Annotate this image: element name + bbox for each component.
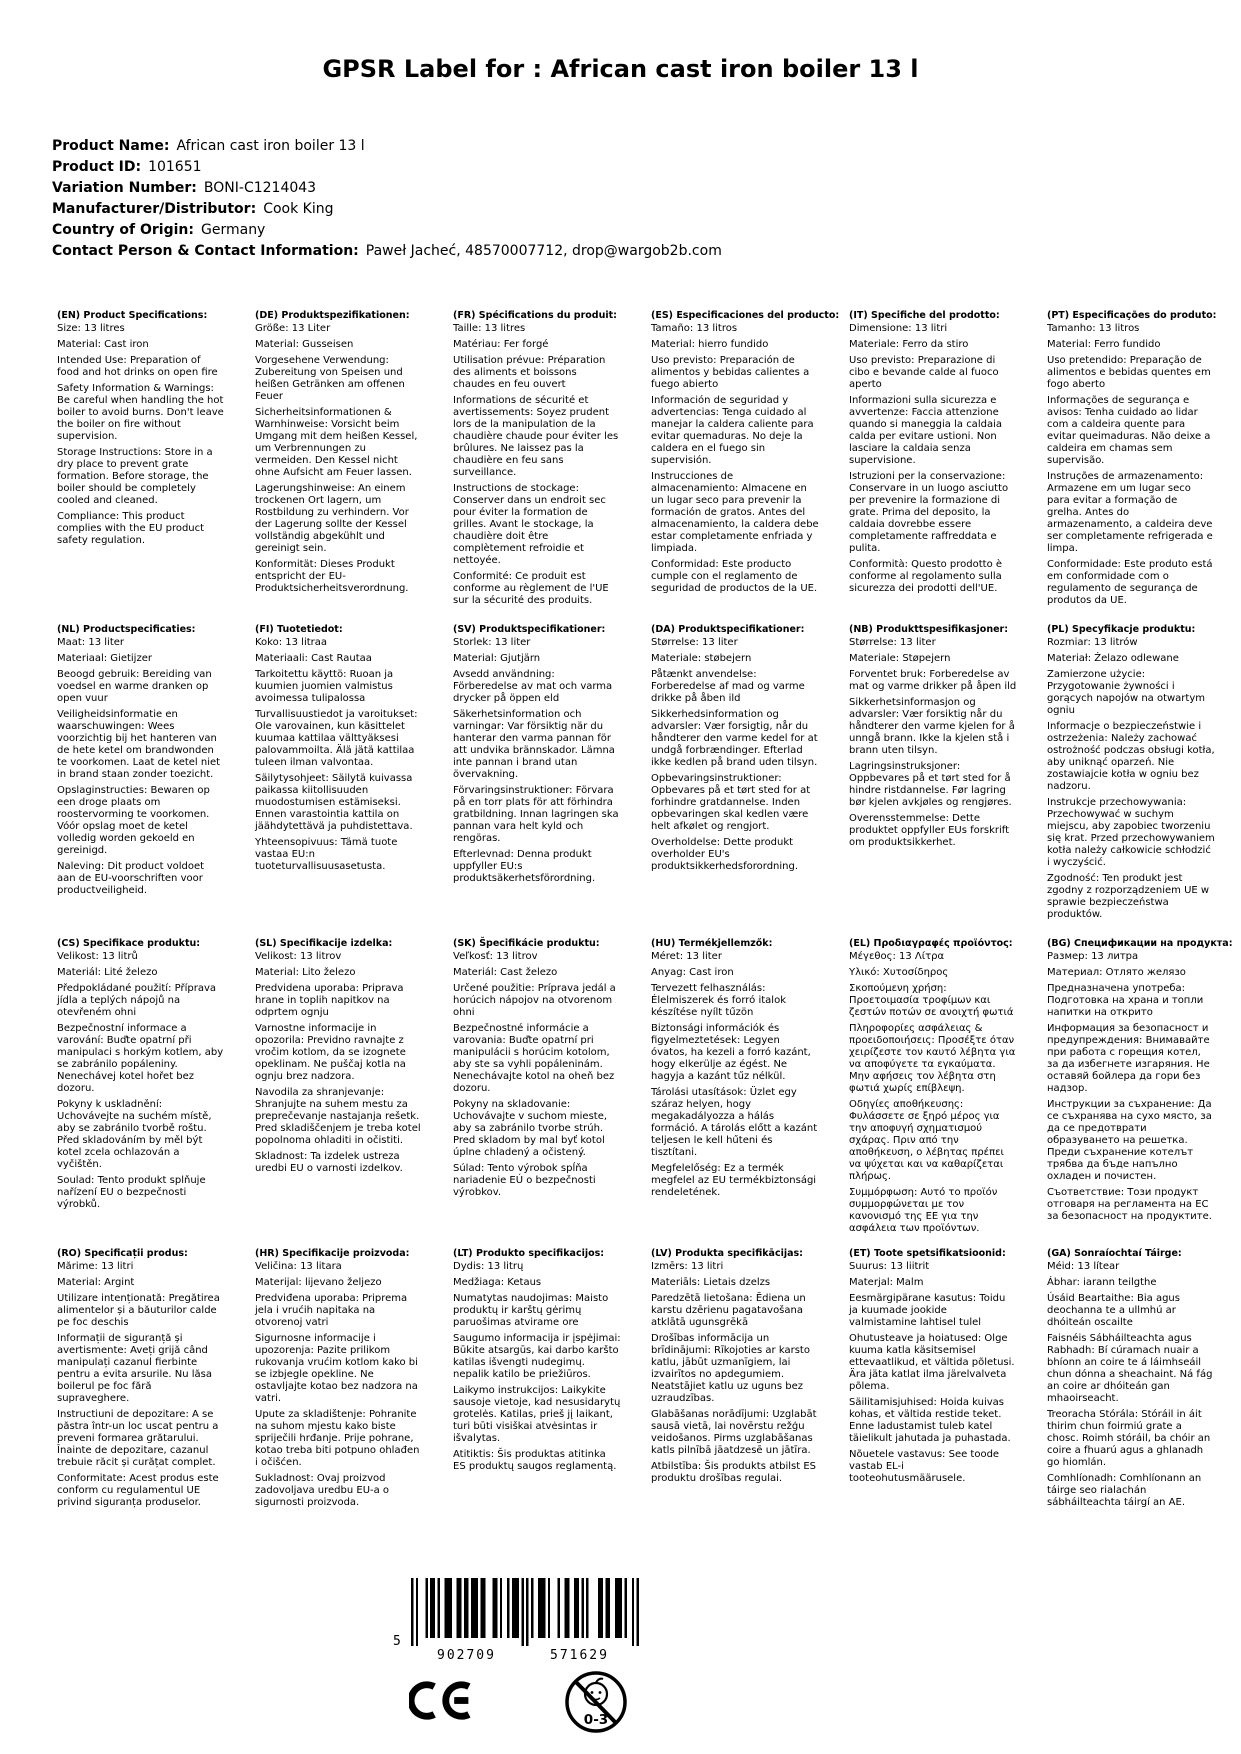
- spec-paragraph: Biztonsági információk és figyelmeztetések: Legyen óvatos, ha kezeli a forró kazánt, hogy elkerülje az égést. Ne hagyja a kazánt tűz nélkül.: [651, 1023, 811, 1082]
- block-title: (DE) Produktspezifikationen:: [255, 310, 410, 321]
- lang-block-el: [849, 938, 1017, 1248]
- block-title: (GA) Sonraíochtaí Táirge:: [1047, 1248, 1182, 1259]
- spec-paragraph: Storlek: 13 liter: [453, 637, 531, 648]
- spec-paragraph: Σκοπούμενη χρήση: Προετοιμασία τροφίμων και ζεστών ποτών σε ανοιχτή φωτιά: [849, 983, 1014, 1018]
- spec-paragraph: Atitiktis: Šis produktas atitinka ES produktų saugos reglamentą.: [453, 1449, 617, 1472]
- block-title: (EN) Product Specifications:: [57, 310, 208, 321]
- spec-paragraph: Storage Instructions: Store in a dry place to prevent grate formation. Before storage, the boiler should be completely cooled and cleaned.: [57, 447, 213, 506]
- spec-paragraph: Intended Use: Preparation of food and hot drinks on open fire: [57, 355, 218, 378]
- spec-paragraph: Größe: 13 Liter: [255, 323, 331, 334]
- product-info-row: [52, 199, 722, 220]
- spec-paragraph: Efterlevnad: Denna produkt uppfyller EU:s produktsäkerhetsförordning.: [453, 849, 596, 884]
- spec-paragraph: Съответствие: Този продукт отговаря на регламента на ЕС за безопасност на продуктите.: [1047, 1187, 1212, 1222]
- spec-paragraph: Instruções de armazenamento: Armazene em um lugar seco para evitar a formação de grelha. Antes do armazenamento, a caldeira deve ser completamente refrigerada e limpa.: [1047, 471, 1213, 554]
- lang-block-hu: [651, 938, 819, 1248]
- spec-paragraph: Material: Gusseisen: [255, 339, 354, 350]
- spec-paragraph: Rozmiar: 13 litrów: [1047, 637, 1138, 648]
- spec-paragraph: Opslaginstructies: Bewaren op een droge plaats om roostervorming te voorkomen. Vóór opslag moet de ketel volledig worden gekoeld en gereinigd.: [57, 785, 210, 856]
- lang-block-lt: [453, 1248, 621, 1513]
- age-warning-icon: [563, 1668, 629, 1742]
- spec-paragraph: Materiál: Cast železo: [453, 967, 558, 978]
- spec-paragraph: Istruzioni per la conservazione: Conservare in un luogo asciutto per prevenire la formazione di grate. Prima del deposito, la caldaia dovrebbe essere completamente raffreddata e pulita.: [849, 471, 1009, 554]
- lang-block-es: [651, 310, 840, 624]
- ean13-barcode: [393, 1578, 655, 1748]
- spec-paragraph: Säilytysohjeet: Säilytä kuivassa paikassa kiitollisuuden muodostumisen estämiseksi. Ennen varastointia kattila on jäähdytettävä ja puhdistettava.: [255, 773, 413, 832]
- spec-paragraph: Glabāšanas norādījumi: Uzglabāt sausā vietā, lai novērstu režģu veidošanos. Pirms uzglabāšanas katls pilnībā jāatdzesē un jātīra.: [651, 1409, 817, 1456]
- product-info-row: [52, 157, 722, 178]
- product-info-label: Contact Person & Contact Information:: [52, 243, 359, 259]
- product-info-label: Product Name:: [52, 138, 170, 154]
- spec-paragraph: Информация за безопасност и предупреждения: Внимавайте при работа с горещия котел, за да избегнете изгаряния. Не оставяй бойлера да гори без надзор.: [1047, 1023, 1210, 1094]
- spec-paragraph: Medžiaga: Ketaus: [453, 1277, 542, 1288]
- block-title: (EL) Προδιαγραφές προϊόντος:: [849, 938, 1013, 949]
- spec-paragraph: Avsedd användning: Förberedelse av mat och varma drycker på öppen eld: [453, 669, 613, 704]
- spec-paragraph: Dydis: 13 litrų: [453, 1261, 524, 1272]
- spec-paragraph: Nõuetele vastavus: See toode vastab EL-i tooteohutusmäärusele.: [849, 1449, 1000, 1484]
- block-title: (HR) Specifikacije proizvoda:: [255, 1248, 410, 1259]
- block-title: (ES) Especificaciones del producto:: [651, 310, 840, 321]
- spec-paragraph: Størrelse: 13 liter: [651, 637, 738, 648]
- spec-paragraph: Størrelse: 13 liter: [849, 637, 936, 648]
- barcode-digit-first: 5: [393, 1634, 401, 1649]
- spec-paragraph: Overholdelse: Dette produkt overholder EU's produktsikkerhedsforordning.: [651, 837, 799, 872]
- block-title: (SL) Specifikacije izdelka:: [255, 938, 393, 949]
- page-title: GPSR Label for : African cast iron boiler 13 l: [322, 55, 919, 83]
- spec-paragraph: Conformidade: Este produto está em conformidade com o regulamento de segurança de produtos da UE.: [1047, 559, 1213, 606]
- block-title: (LT) Produkto specifikacijos:: [453, 1248, 605, 1259]
- spec-paragraph: Opbevaringsinstruktioner: Opbevares på et tørt sted for at forhindre gratdannelse. Inden opbevaringen skal kedlen være helt afkølet og rengjort.: [651, 773, 811, 832]
- spec-paragraph: Izmērs: 13 litri: [651, 1261, 724, 1272]
- product-info-label: Manufacturer/Distributor:: [52, 201, 257, 217]
- spec-paragraph: Material: Gjutjärn: [453, 653, 541, 664]
- spec-paragraph: Πληροφορίες ασφάλειας & προειδοποιήσεις: Προσέξτε όταν χειρίζεστε τον καυτό λέβητα για να αποφύγετε τα εγκαύματα. Μην αφήσεις τον λέβητα στη φωτιά χωρίς επίβλεψη.: [849, 1023, 1016, 1094]
- spec-paragraph: Lagringsinstruksjoner: Oppbevares på et tørt sted for å hindre ristdannelse. Før lagring bør kjelen avkjøles og rengjøres.: [849, 761, 1012, 808]
- spec-paragraph: Bezpečnostní informace a varování: Buďte opatrní při manipulaci s horkým kotlem, aby se zabránilo popáleniny. Nenechávej kotel hořet bez dozoru.: [57, 1023, 224, 1094]
- spec-paragraph: Laikymo instrukcijos: Laikykite sausoje vietoje, kad nesusidarytų grotelės. Katilas, prieš jį laikant, turi būti visiškai atvėsintas ir išvalytas.: [453, 1385, 621, 1444]
- spec-paragraph: Skladnost: Ta izdelek ustreza uredbi EU o varnosti izdelkov.: [255, 1151, 403, 1174]
- spec-paragraph: Faisnéis Sábháilteachta agus Rabhadh: Bí cúramach nuair a bhíonn an coire te á láimhseáil chun dónna a sheachaint. Ná fág an coire ar dhóiteán gan mhaoirseacht.: [1047, 1333, 1213, 1404]
- block-title: (BG) Спецификации на продукта:: [1047, 938, 1233, 949]
- lang-block-it: [849, 310, 1017, 624]
- spec-paragraph: Ábhar: iarann teilgthe: [1047, 1277, 1157, 1288]
- lang-block-fi: [255, 624, 423, 938]
- block-title: (SV) Produktspecifikationer:: [453, 624, 606, 635]
- spec-paragraph: Conformité: Ce produit est conforme au règlement de l'UE sur la sécurité des produits.: [453, 571, 609, 606]
- block-title: (HU) Termékjellemzők:: [651, 938, 773, 949]
- spec-paragraph: Vorgesehene Verwendung: Zubereitung von Speisen und heißen Getränken am offenen Feuer: [255, 355, 405, 402]
- spec-paragraph: Tamaño: 13 litros: [651, 323, 738, 334]
- block-title: (FR) Spécifications du produit:: [453, 310, 617, 321]
- lang-block-de: [255, 310, 423, 624]
- spec-paragraph: Turvallisuustiedot ja varoitukset: Ole varovainen, kun käsittelet kuumaa kattilaa välttyäksesi palovammoilta. Älä jätä kattilaa tuleen ilman valvontaa.: [255, 709, 418, 768]
- spec-paragraph: Naleving: Dit product voldoet aan de EU-voorschriften voor productveiligheid.: [57, 861, 205, 896]
- lang-block-nb: [849, 624, 1017, 938]
- spec-paragraph: Matériau: Fer forgé: [453, 339, 549, 350]
- product-info-label: Country of Origin:: [52, 222, 194, 238]
- spec-paragraph: Material: Argint: [57, 1277, 135, 1288]
- spec-paragraph: Conformità: Questo prodotto è conforme al regolamento sulla sicurezza dei prodotti dell'UE.: [849, 559, 1003, 594]
- spec-paragraph: Saugumo informacija ir įspėjimai: Būkite atsargūs, kai darbo karšto katilas išvengti nudegimų. nepalik katilo be priežiūros.: [453, 1333, 621, 1380]
- block-title: (PT) Especificações do produto:: [1047, 310, 1217, 321]
- spec-paragraph: Tamanho: 13 litros: [1047, 323, 1140, 334]
- lang-block-bg: [1047, 938, 1233, 1248]
- spec-paragraph: Ohutusteave ja hoiatused: Olge kuuma katla käsitsemisel ettevaatlikud, et vältida põletusi. Ära jäta katlat ilma järelvalveta põlema.: [849, 1333, 1015, 1392]
- spec-paragraph: Μέγεθος: 13 Λίτρα: [849, 951, 945, 962]
- spec-paragraph: Overensstemmelse: Dette produktet oppfyller EUs forskrift om produktsikkerhet.: [849, 813, 1010, 848]
- lang-block-sl: [255, 938, 423, 1248]
- spec-paragraph: Drošības informācija un brīdinājumi: Rīkojoties ar karsto katlu, jābūt uzmanīgiem, lai izvairītos no apdegumiem. Neatstājiet katlu uz uguns bez uzraudzības.: [651, 1333, 810, 1404]
- spec-paragraph: Forventet bruk: Forberedelse av mat og varme drikker på åpen ild: [849, 669, 1017, 692]
- spec-paragraph: Sukladnost: Ovaj proizvod zadovoljava uredbu EU-a o sigurnosti proizvoda.: [255, 1473, 390, 1508]
- spec-paragraph: Úsáid Beartaithe: Bia agus deochanna te a ullmhú ar dhóiteán oscailte: [1047, 1293, 1180, 1328]
- spec-paragraph: Numatytas naudojimas: Maisto produktų ir karštų gėrimų paruošimas atvirame ore: [453, 1293, 609, 1328]
- lang-block-ga: [1047, 1248, 1215, 1513]
- spec-paragraph: Materiál: Lité železo: [57, 967, 158, 978]
- lang-block-pl: [1047, 624, 1215, 938]
- spec-paragraph: Utilizare intenționată: Pregătirea alimentelor și a băuturilor calde pe foc deschis: [57, 1293, 220, 1328]
- spec-paragraph: Conformidad: Este producto cumple con el reglamento de seguridad de productos de la UE.: [651, 559, 818, 594]
- spec-paragraph: Материал: Отлято желязо: [1047, 967, 1186, 978]
- spec-paragraph: Sicherheitsinformationen & Warnhinweise: Vorsicht beim Umgang mit dem heißen Kessel, um Verbrennungen zu vermeiden. Den Kessel nicht ohne Aufsicht am Feuer lassen.: [255, 407, 418, 478]
- product-info-row: [52, 178, 722, 199]
- spec-paragraph: Размер: 13 литра: [1047, 951, 1139, 962]
- spec-paragraph: Velikost: 13 litrů: [57, 951, 138, 962]
- product-info-row: [52, 136, 722, 157]
- spec-paragraph: Tárolási utasítások: Üzlet egy száraz helyen, hogy megakadályozza a hálás formáció. A tárolás előtt a kazánt teljesen le kell hűteni és tisztítani.: [651, 1087, 818, 1158]
- spec-paragraph: Materiale: Støpejern: [849, 653, 951, 664]
- product-info-row: [52, 241, 722, 262]
- spec-paragraph: Conformitate: Acest produs este conform cu regulamentul UE privind siguranța produselor.: [57, 1473, 219, 1508]
- spec-paragraph: Maat: 13 liter: [57, 637, 124, 648]
- block-title: (ET) Toote spetsifikatsioonid:: [849, 1248, 1006, 1259]
- spec-paragraph: Veličina: 13 litara: [255, 1261, 342, 1272]
- block-title: (LV) Produkta specifikācijas:: [651, 1248, 803, 1259]
- spec-paragraph: Инструкции за съхранение: Да се съхранява на сухо място, за да се предотврати образуването на решетка. Преди съхранение котелът трябва да бъде напълно охладен и почистен.: [1047, 1099, 1212, 1182]
- barcode-digits-group1: 902709: [437, 1648, 496, 1663]
- lang-block-ro: [57, 1248, 225, 1513]
- spec-paragraph: Taille: 13 litres: [453, 323, 526, 334]
- spec-paragraph: Atbilstība: Šis produkts atbilst ES produktu drošības regulai.: [651, 1461, 817, 1484]
- spec-paragraph: Megfelelőség: Ez a termék megfelel az EU termékbiztonsági rendeletének.: [651, 1163, 817, 1198]
- spec-paragraph: Dimensione: 13 litri: [849, 323, 948, 334]
- spec-paragraph: Bezpečnostné informácie a varovania: Buďte opatrní pri manipulácii s horúcim kotolom, aby ste sa vyhli popáleninám. Nenechávajte kotol na oheň bez dozoru.: [453, 1023, 615, 1094]
- block-title: (PL) Specyfikacje produktu:: [1047, 624, 1196, 635]
- lang-block-sv: [453, 624, 621, 938]
- product-info-row: [52, 220, 722, 241]
- spec-paragraph: Påtænkt anvendelse: Forberedelse af mad og varme drikke på åben ild: [651, 669, 805, 704]
- spec-paragraph: Materiale: Ferro da stiro: [849, 339, 969, 350]
- spec-paragraph: Materjal: Malm: [849, 1277, 924, 1288]
- spec-paragraph: Eesmärgipärane kasutus: Toidu ja kuumade jookide valmistamine lahtisel tulel: [849, 1293, 1006, 1328]
- spec-paragraph: Informations de sécurité et avertissements: Soyez prudent lors de la manipulation de la chaudière chaude pour éviter les brûlures. Ne laissez pas la chaudière en feu sans surveillance.: [453, 395, 619, 478]
- spec-paragraph: Navodila za shranjevanje: Shranjujte na suhem mestu za preprečevanje nastajanja rešetk. Pred skladiščenjem je treba kotel popolnoma ohladiti in očistiti.: [255, 1087, 421, 1146]
- spec-paragraph: Konformität: Dieses Produkt entspricht der EU-Produktsicherheitsverordnung.: [255, 559, 409, 594]
- product-info-value: 101651: [148, 159, 202, 175]
- product-info-value: BONI-C1214043: [203, 180, 317, 196]
- spec-paragraph: Zgodność: Ten produkt jest zgodny z rozporządzeniem UE w sprawie bezpieczeństwa produktów.: [1047, 873, 1210, 920]
- ce-mark-icon: [409, 1678, 471, 1723]
- spec-paragraph: Säkerhetsinformation och varningar: Var försiktig när du hanterar den varma pannan för att undvika brännskador. Lämna inte pannan i brand utan övervakning.: [453, 709, 615, 780]
- spec-paragraph: Compliance: This product complies with the EU product safety regulation.: [57, 511, 205, 546]
- spec-paragraph: Safety Information & Warnings: Be careful when handling the hot boiler to avoid burns. Don't leave the boiler on fire without supervision.: [57, 383, 224, 442]
- spec-paragraph: Instructiuni de depozitare: A se păstra într-un loc uscat pentru a preveni formarea grătarului. Înainte de depozitare, cazanul trebuie răcit și curățat complet.: [57, 1409, 219, 1468]
- spec-paragraph: Instrucciones de almacenamiento: Almacene en un lugar seco para prevenir la formación de gratos. Antes del almacenamiento, la caldera debe estar completamente enfriada y limpiada.: [651, 471, 819, 554]
- spec-paragraph: Suurus: 13 liitrit: [849, 1261, 930, 1272]
- spec-paragraph: Materiāls: Lietais dzelzs: [651, 1277, 771, 1288]
- spec-paragraph: Comhlíonadh: Comhlíonann an táirge seo rialachán sábháilteachta táirgí an AE.: [1047, 1473, 1202, 1508]
- lang-block-hr: [255, 1248, 423, 1513]
- spec-paragraph: Informacje o bezpieczeństwie i ostrzeżenia: Należy zachować ostrożność podczas obsługi kotła, aby uniknąć oparzeń. Nie zostawiajcie kotła w ogniu bez nadzoru.: [1047, 721, 1215, 792]
- spec-paragraph: Treoracha Stórála: Stóráil in áit thirim chun foirmiú grate a chosc. Roimh stóráil, ba chóir an coire a fhuarú agus a ghlanadh go hiomlán.: [1047, 1409, 1211, 1468]
- spec-paragraph: Uso previsto: Preparación de alimentos y bebidas calientes a fuego abierto: [651, 355, 810, 390]
- spec-paragraph: Förvaringsinstruktioner: Förvara på en torr plats för att förhindra gratbildning. Innan lagringen ska pannan vara helt kyld och rengöras.: [453, 785, 619, 844]
- spec-paragraph: Soulad: Tento produkt splňuje nařízení EU o bezpečnosti výrobků.: [57, 1175, 206, 1210]
- spec-paragraph: Предназначена употреба: Подготовка на храна и топли напитки на открито: [1047, 983, 1204, 1018]
- product-info-value: Paweł Jacheć, 48570007712, drop@wargob2b.com: [365, 243, 722, 259]
- product-info-label: Product ID:: [52, 159, 142, 175]
- age-warning-label: 0-3: [583, 1712, 609, 1728]
- spec-paragraph: Predvidena uporaba: Priprava hrane in toplih napitkov na odprtem ognju: [255, 983, 404, 1018]
- spec-paragraph: Säilitamisjuhised: Hoida kuivas kohas, et vältida restide teket. Enne ladustamist tuleb katel täielikult jahutada ja puhastada.: [849, 1397, 1011, 1444]
- spec-paragraph: Instrukcje przechowywania: Przechowywać w suchym miejscu, aby zapobiec tworzeniu się krat. Przed przechowywaniem kotła należy całkowicie schłodzić i wyczyścić.: [1047, 797, 1215, 868]
- lang-block-et: [849, 1248, 1017, 1513]
- product-info-label: Variation Number:: [52, 180, 197, 196]
- spec-paragraph: Velikost: 13 litrov: [255, 951, 342, 962]
- block-title: (FI) Tuotetiedot:: [255, 624, 343, 635]
- spec-paragraph: Paredzētā lietošana: Ēdiena un karstu dzērienu pagatavošana atklātā ugunsgrēkā: [651, 1293, 806, 1328]
- spec-paragraph: Veľkosť: 13 litrov: [453, 951, 538, 962]
- spec-paragraph: Předpokládané použití: Příprava jídla a teplých nápojů na otevřeném ohni: [57, 983, 217, 1018]
- lang-block-nl: [57, 624, 225, 938]
- product-info-value: Germany: [201, 222, 266, 238]
- spec-paragraph: Méid: 13 lítear: [1047, 1261, 1120, 1272]
- spec-paragraph: Material: hierro fundido: [651, 339, 769, 350]
- spec-paragraph: Predviđena uporaba: Priprema jela i vrućih napitaka na otvorenoj vatri: [255, 1293, 408, 1328]
- lang-block-cs: [57, 938, 225, 1248]
- spec-paragraph: Material: Lito železo: [255, 967, 356, 978]
- spec-paragraph: Beoogd gebruik: Bereiding van voedsel en warme dranken op open vuur: [57, 669, 212, 704]
- spec-paragraph: Upute za skladištenje: Pohranite na suhom mjestu kako biste spriječili hrđanje. Prije pohrane, kotao treba biti potpuno ohlađen i očišćen.: [255, 1409, 420, 1468]
- spec-paragraph: Varnostne informacije in opozorila: Previdno ravnajte z vročim kotlom, da se izognete opeklinam. Ne puščaj kotla na ognju brez nadzora.: [255, 1023, 406, 1082]
- spec-paragraph: Sigurnosne informacije i upozorenja: Pazite prilikom rukovanja vrućim kotlom kako bi se izbjegle opekline. Ne ostavljajte kotao bez nadzora na vatri.: [255, 1333, 418, 1404]
- spec-paragraph: Materiaal: Gietijzer: [57, 653, 152, 664]
- spec-paragraph: Uso pretendido: Preparação de alimentos e bebidas quentes em fogo aberto: [1047, 355, 1211, 390]
- lang-block-da: [651, 624, 819, 938]
- spec-paragraph: Informații de siguranță și avertismente: Aveți grijă când manipulați cazanul fierbinte pentru a evita arsurile. Nu lăsa boilerul pe foc fără supraveghere.: [57, 1333, 212, 1404]
- spec-paragraph: Materiaali: Cast Rautaa: [255, 653, 372, 664]
- lang-block-sk: [453, 938, 621, 1248]
- spec-paragraph: Materijal: lijevano željezo: [255, 1277, 382, 1288]
- spec-paragraph: Zamierzone użycie: Przygotowanie żywności i gorących napojów na otwartym ogniu: [1047, 669, 1206, 716]
- language-specs-grid: [57, 310, 1233, 1513]
- spec-paragraph: Instructions de stockage: Conserver dans un endroit sec pour éviter la formation de grilles. Avant le stockage, la chaudière doit être complètement refroidie et nettoyée.: [453, 483, 606, 566]
- block-title: (NL) Productspecificaties:: [57, 624, 196, 635]
- block-title: (CS) Specifikace produktu:: [57, 938, 201, 949]
- spec-paragraph: Tarkoitettu käyttö: Ruoan ja kuumien juomien valmistus avoimessa tulipalossa: [255, 669, 394, 704]
- lang-block-en: [57, 310, 225, 624]
- spec-paragraph: Υλικό: Χυτοσίδηρος: [849, 967, 949, 978]
- product-info: [52, 136, 722, 262]
- spec-paragraph: Určené použitie: Príprava jedál a horúcich nápojov na otvorenom ohni: [453, 983, 616, 1018]
- spec-paragraph: Material: Ferro fundido: [1047, 339, 1161, 350]
- barcode-bars-icon: [411, 1578, 639, 1646]
- spec-paragraph: Materiale: støbejern: [651, 653, 752, 664]
- block-title: (RO) Specificații produs:: [57, 1248, 188, 1259]
- block-title: (DA) Produktspecifikationer:: [651, 624, 805, 635]
- product-info-value: Cook King: [263, 201, 334, 217]
- barcode-digits-group2: 571629: [550, 1648, 609, 1663]
- block-title: (NB) Produkttspesifikasjoner:: [849, 624, 1009, 635]
- spec-paragraph: Materiał: Żelazo odlewane: [1047, 653, 1179, 664]
- spec-paragraph: Utilisation prévue: Préparation des aliments et boissons chaudes en feu ouvert: [453, 355, 606, 390]
- spec-paragraph: Lagerungshinweise: An einem trockenen Ort lagern, um Rostbildung zu verhindern. Vor der Lagerung sollte der Kessel vollständig abgekühlt und gereinigt sein.: [255, 483, 409, 554]
- spec-paragraph: Οδηγίες αποθήκευσης: Φυλάσσετε σε ξηρό μέρος για την αποφυγή σχηματισμού σχάρας. Πριν από την αποθήκευση, ο λέβητας πρέπει να ψύχεται και να καθαρίζεται πλήρως.: [849, 1099, 1004, 1182]
- product-info-value: African cast iron boiler 13 l: [176, 138, 365, 154]
- lang-block-pt: [1047, 310, 1215, 624]
- spec-paragraph: Informações de segurança e avisos: Tenha cuidado ao lidar com a caldeira quente para evitar queimaduras. Não deixe a caldeira em chamas sem supervisão.: [1047, 395, 1211, 466]
- spec-paragraph: Sikkerhetsinformasjon og advarsler: Vær forsiktig når du håndterer den varme kjelen for å unngå brann. Ikke la kjelen stå i brann uten tilsyn.: [849, 697, 1015, 756]
- spec-paragraph: Yhteensopivuus: Tämä tuote vastaa EU:n tuoteturvallisuusasetusta.: [255, 837, 398, 872]
- spec-paragraph: Sikkerhedsinformation og advarsler: Vær forsigtig, når du håndterer den varme kedel for at undgå forbrændinger. Efterlad ikke kedlen på brand uden tilsyn.: [651, 709, 818, 768]
- block-title: (SK) Špecifikácie produktu:: [453, 938, 600, 949]
- spec-paragraph: Anyag: Cast iron: [651, 967, 734, 978]
- spec-paragraph: Pokyny k uskladnění: Uchovávejte na suchém místě, aby se zabránilo tvorbě roštu. Před skladováním by měl být kotel zcela ochlazován a vyčištěn.: [57, 1099, 212, 1170]
- spec-paragraph: Uso previsto: Preparazione di cibo e bevande calde al fuoco aperto: [849, 355, 999, 390]
- spec-paragraph: Material: Cast iron: [57, 339, 149, 350]
- spec-paragraph: Tervezett felhasználás: Élelmiszerek és forró italok készítése nyílt tűzön: [651, 983, 786, 1018]
- spec-paragraph: Koko: 13 litraa: [255, 637, 328, 648]
- spec-paragraph: Méret: 13 liter: [651, 951, 722, 962]
- block-title: (IT) Specifiche del prodotto:: [849, 310, 1000, 321]
- spec-paragraph: Informazioni sulla sicurezza e avvertenze: Faccia attenzione quando si maneggia la caldaia calda per evitare ustioni. Non lasciare la caldaia senza supervisione.: [849, 395, 1002, 466]
- spec-paragraph: Información de seguridad y advertencias: Tenga cuidado al manejar la caldera caliente para evitar quemaduras. No deje la caldera en el fuego sin supervisión.: [651, 395, 814, 466]
- spec-paragraph: Συμμόρφωση: Αυτό το προϊόν συμμορφώνεται με τον κανονισμό της ΕΕ για την ασφάλεια των προϊόντων.: [849, 1187, 998, 1234]
- spec-paragraph: Mărime: 13 litri: [57, 1261, 134, 1272]
- spec-paragraph: Súlad: Tento výrobok spĺňa nariadenie EÚ o bezpečnosti výrobkov.: [453, 1163, 596, 1198]
- lang-block-fr: [453, 310, 621, 624]
- spec-paragraph: Pokyny na skladovanie: Uchovávajte v suchom mieste, aby sa zabránilo tvorbe strúh. Pred skladom by mal byť kotol úplne chladený a očistený.: [453, 1099, 608, 1158]
- lang-block-lv: [651, 1248, 819, 1513]
- spec-paragraph: Size: 13 litres: [57, 323, 125, 334]
- spec-paragraph: Veiligheidsinformatie en waarschuwingen: Wees voorzichtig bij het hanteren van de hete ketel om brandwonden te voorkomen. Laat de ketel niet in brand staan zonder toezicht.: [57, 709, 221, 780]
